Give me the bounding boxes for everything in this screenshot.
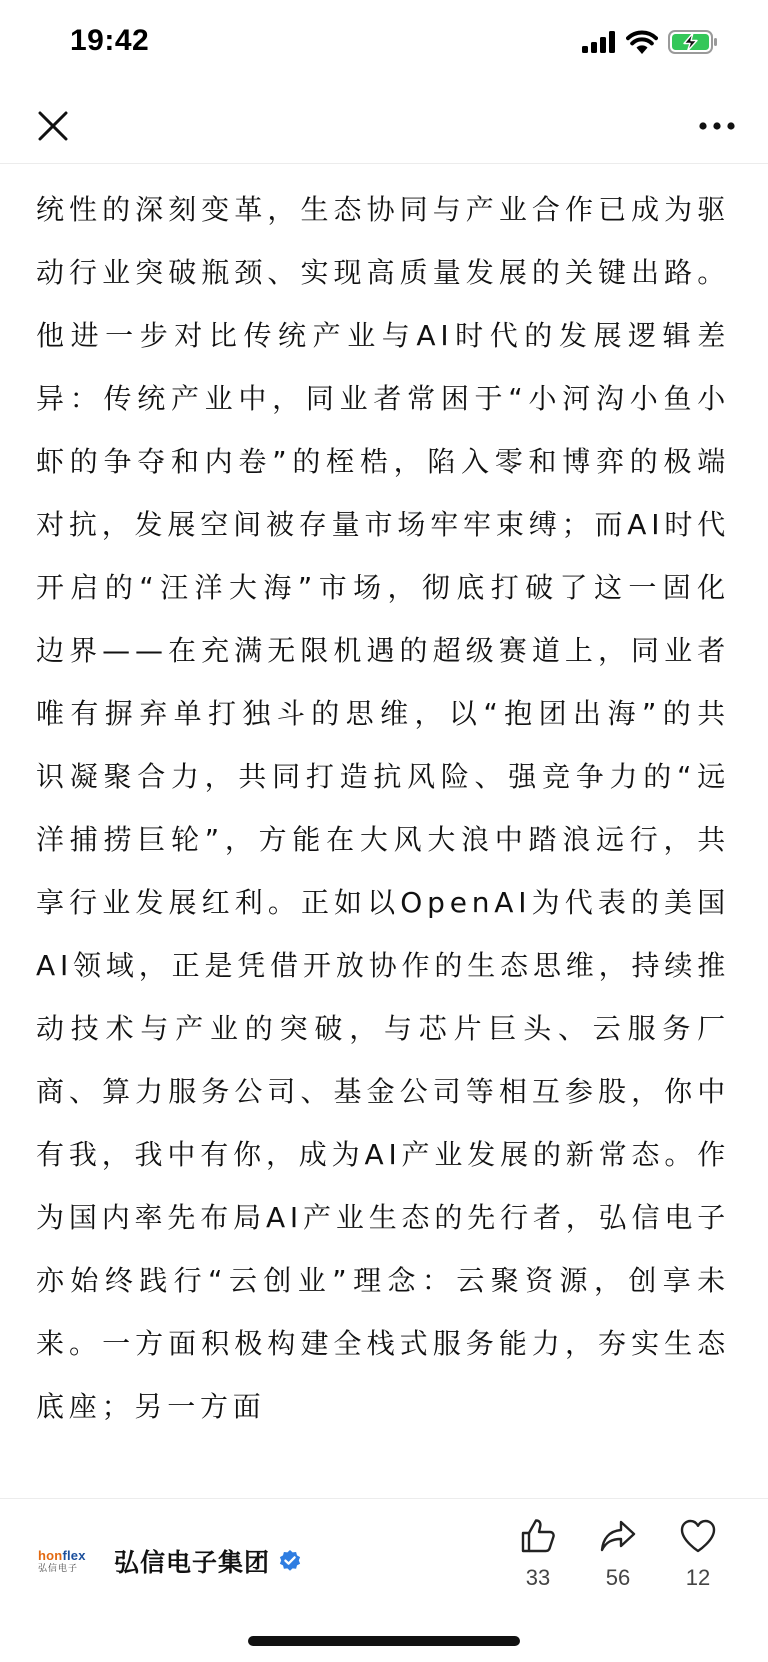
account-name[interactable]: 弘信电子集团 (114, 1548, 271, 1577)
more-options-button[interactable] (692, 103, 742, 149)
logo-subtitle: 弘信电子 (38, 1563, 79, 1574)
action-bar (516, 1517, 720, 1591)
close-icon (38, 111, 68, 141)
thumbs-up-icon (519, 1517, 557, 1555)
close-button[interactable] (30, 103, 76, 149)
more-horizontal-icon (699, 122, 735, 130)
account-info[interactable] (38, 1535, 302, 1587)
verified-badge-icon (278, 1549, 302, 1573)
status-time: 19:42 (70, 24, 150, 57)
cellular-signal-icon (582, 31, 616, 53)
like-button[interactable] (516, 1517, 560, 1591)
status-bar (0, 0, 768, 88)
article-content (36, 178, 730, 1498)
heart-icon (679, 1517, 717, 1555)
battery-charging-icon (668, 30, 718, 54)
like-count: 33 (525, 1565, 551, 1590)
brand-logo (38, 1535, 98, 1587)
logo-wordmark: honflex (38, 1547, 86, 1563)
status-icons (582, 30, 718, 54)
home-indicator[interactable] (248, 1636, 520, 1646)
share-count: 56 (605, 1565, 631, 1590)
nav-bar (0, 88, 768, 164)
favorite-button[interactable] (676, 1517, 720, 1591)
favorite-count: 12 (685, 1565, 711, 1590)
share-arrow-icon (599, 1517, 637, 1555)
wifi-icon (626, 30, 658, 54)
article-paragraph: 统性的深刻变革，生态协同与产业合作已成为驱动行业突破瓶颈、实现高质量发展的关键出路。他进一步对比传统产业与AI时代的发展逻辑差异：传统产业中，同业者常困于“小河沟小鱼小虾的争夺和内卷”的桎梏，陷入零和博弈的极端对抗，发展空间被存量市场牢牢束缚；而AI时代开启的“汪洋大海”市场，彻底打破了这一固化边界——在充满无限机遇的超级赛道上，同业者唯有摒弃单打独斗的思维，以“抱团出海”的共识凝聚合力，共同打造抗风险、强竞争力的“远洋捕捞巨轮”，方能在大风大浪中踏浪远行，共享行业发展红利。正如以OpenAI为代表的美国AI领域，正是凭借开放协作的生态思维，持续推动技术与产业的突破，与芯片巨头、云服务厂商、算力服务公司、基金公司等相互参股，你中有我，我中有你，成为AI产业发展的新常态。作为国内率先布局AI产业生态的先行者，弘信电子亦始终践行“云创业”理念：云聚资源，创享未来。一方面积极构建全栈式服务能力，夯实生态底座；另一方面 (36, 193, 730, 1423)
share-button[interactable] (596, 1517, 640, 1591)
